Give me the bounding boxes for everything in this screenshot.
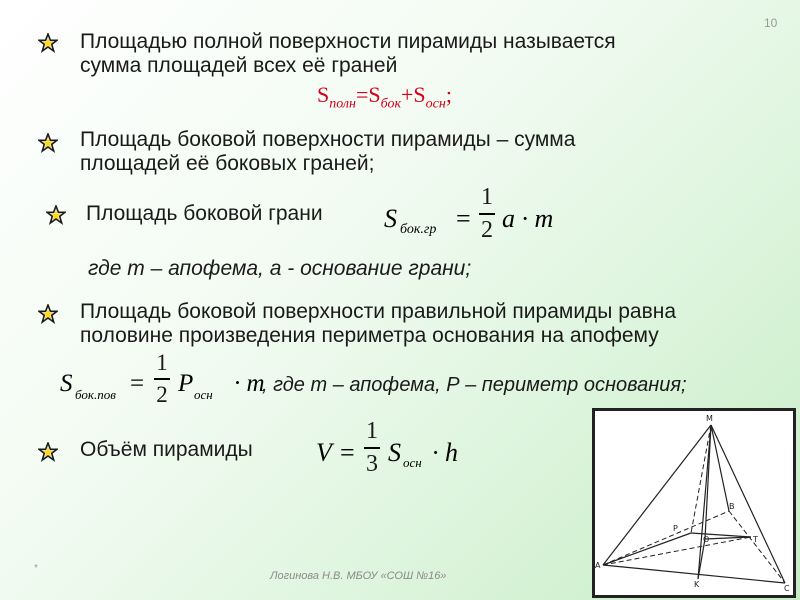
page-number: 10 <box>764 16 778 30</box>
vertex-label-p: P <box>673 524 678 533</box>
vertex-label-o: O <box>703 535 710 544</box>
vertex-label-a: A <box>595 561 601 570</box>
star-bullet-icon <box>38 133 58 153</box>
item2-line1: Площадь боковой поверхности пирамиды – сумма <box>80 128 576 151</box>
vertex-label-m: M <box>706 414 713 423</box>
star-bullet-icon <box>46 205 66 225</box>
vertex-label-c: C <box>784 584 790 593</box>
item2-line2: площадей её боковых граней; <box>80 152 375 175</box>
star-bullet-icon <box>38 442 58 462</box>
item3-text: Площадь боковой грани <box>86 202 323 225</box>
full-surface-formula: $S_{полн}=S_{бок}+S_{осн}$; <box>317 82 452 112</box>
star-bullet-icon <box>38 33 58 53</box>
item4-line1: Площадь боковой поверхности правильной пирамиды равна <box>80 300 677 323</box>
star-bullet-icon <box>38 304 58 324</box>
item1-line1: Площадью полной поверхности пирамиды называется <box>80 30 616 53</box>
footer-mark: * <box>34 563 38 574</box>
lateral-face-note: где m – апофема, а - основание грани; <box>88 257 472 280</box>
pyramid-diagram <box>592 408 796 598</box>
item4-line2: половине произведения периметра основания на апофему <box>80 324 659 347</box>
item1-line2: сумма площадей всех её граней <box>80 54 398 77</box>
vertex-label-b: B <box>729 502 735 511</box>
vertex-label-t: T <box>753 535 758 544</box>
footer-author: Логинова Н.В. МБОУ «СОШ №16» <box>270 570 447 582</box>
item5-text: Объём пирамиды <box>80 438 253 461</box>
vertex-label-k: K <box>694 580 700 589</box>
